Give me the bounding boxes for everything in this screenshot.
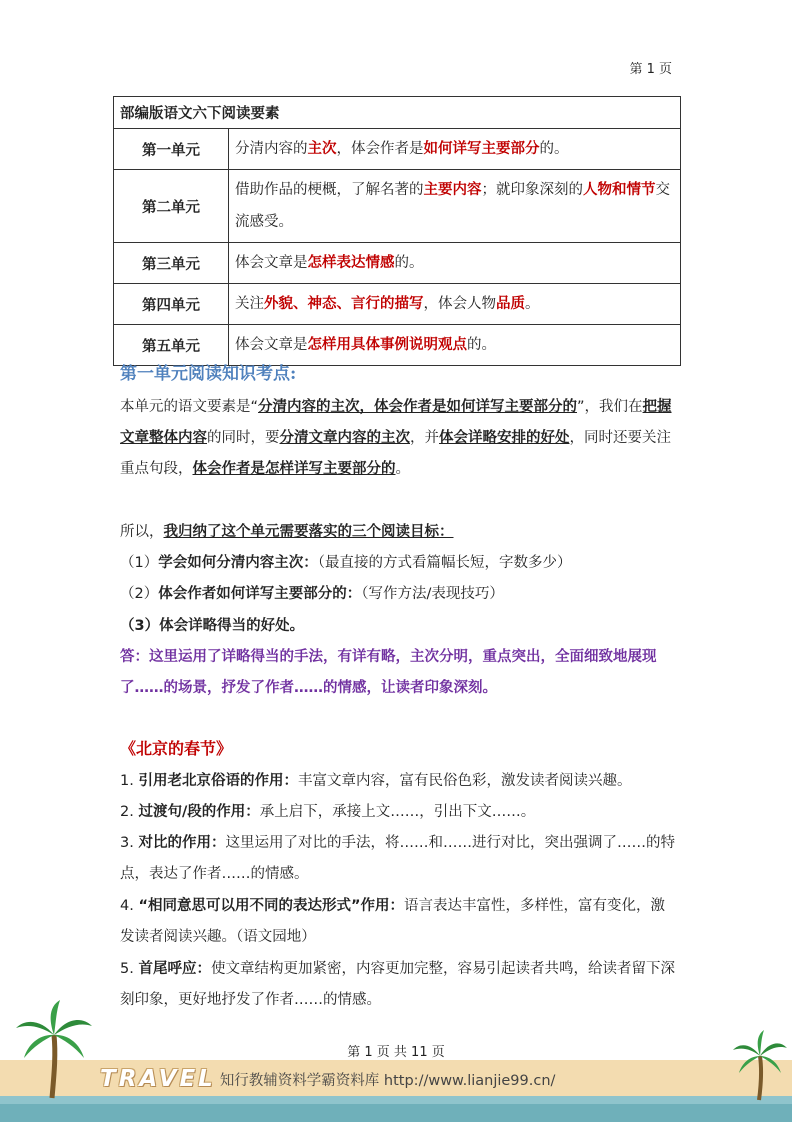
table-row: [114, 129, 681, 170]
reading-elements-table: [113, 96, 681, 366]
unit-label: 第二单元: [114, 170, 229, 243]
answer-template: 答：这里运用了详略得当的手法，有详有略，主次分明，重点突出，全面细致地展现了……的场景，抒发了作者……的情感，让读者印象深刻。: [120, 649, 657, 696]
goal-bold: （3）体会详略得当的好处。: [120, 618, 305, 634]
intro-text: ”，我们在: [577, 399, 643, 415]
desc-text: 。: [525, 296, 540, 312]
desc-text: ，体会作者是: [336, 141, 424, 157]
table-row: [114, 284, 681, 325]
desc-text: 体会文章是: [235, 255, 308, 271]
point-number: 5.: [120, 961, 139, 977]
point-text: 这里运用了对比的手法，将……和……进行对比，突出强调了……的特点，表达了作者……的情感。: [120, 835, 675, 882]
desc-highlight: 主要内容: [423, 182, 482, 198]
page-number-bottom: 第 1 页 共 11 页: [347, 1045, 445, 1060]
brand-logo: TRAVEL: [100, 1066, 216, 1092]
point-heading: 过渡句/段的作用：: [138, 804, 260, 820]
section-title: 第一单元阅读知识考点:: [120, 364, 297, 384]
intro-text: ，同时还要关注重点句段，: [120, 430, 671, 477]
desc-text: ；就印象深刻的: [481, 182, 583, 198]
unit-label: 第三单元: [114, 243, 229, 284]
intro-emphasis: 分清内容的主次，体会作者是如何详写主要部分的: [258, 399, 578, 415]
intro-emphasis: 分清文章内容的主次: [279, 430, 410, 446]
sea-decoration: [0, 1104, 792, 1122]
desc-text: 交流感受。: [235, 182, 670, 230]
goal-note: （写作方法/表现技巧）: [361, 586, 504, 602]
summary-line: [120, 517, 675, 548]
unit-description: [229, 325, 681, 366]
goal-item: [120, 611, 675, 642]
intro-text: 本单元的语文要素是“: [120, 399, 259, 415]
desc-highlight: 外貌、神态、言行的描写: [264, 296, 424, 312]
lesson-point: [120, 891, 675, 953]
desc-text: 借助作品的梗概，了解名著的: [235, 182, 424, 198]
unit-description: [229, 170, 681, 243]
desc-text: 分清内容的: [235, 141, 308, 157]
point-text: 丰富文章内容，富有民俗色彩，激发读者阅读兴趣。: [297, 773, 632, 789]
palm-tree-icon: [732, 1030, 788, 1102]
table-row: [114, 170, 681, 243]
intro-emphasis: 把握文章整体内容: [120, 399, 672, 446]
intro-text: 。: [395, 461, 410, 477]
footer-banner: [100, 1064, 555, 1094]
desc-text: 关注: [235, 296, 264, 312]
intro-emphasis: 体会详略安排的好处: [439, 430, 570, 446]
lesson-point: [120, 766, 675, 797]
point-text: 承上启下，承接上文……，引出下文……。: [259, 804, 536, 820]
goal-item: [120, 579, 675, 610]
desc-highlight: 怎样用具体事例说明观点: [307, 337, 467, 353]
table-title: 部编版语文六下阅读要素: [114, 97, 681, 129]
point-number: 2.: [120, 804, 139, 820]
intro-text: ，并: [410, 430, 439, 446]
point-number: 1.: [120, 773, 139, 789]
summary-lead: 所以，: [120, 524, 164, 540]
point-heading: “相同意思可以用不同的表达形式”作用：: [138, 898, 405, 914]
lesson-point: [120, 797, 675, 828]
lesson-point: [120, 828, 675, 890]
point-heading: 首尾呼应：: [138, 961, 211, 977]
goal-prefix: （1）: [120, 555, 159, 571]
point-heading: 引用老北京俗语的作用：: [138, 773, 298, 789]
point-number: 4.: [120, 898, 139, 914]
unit-description: [229, 243, 681, 284]
goal-prefix: （2）: [120, 586, 159, 602]
desc-highlight: 如何详写主要部分: [423, 141, 540, 157]
desc-highlight: 主次: [307, 141, 337, 157]
point-number: 3.: [120, 835, 139, 851]
intro-text: 的同时，要: [207, 430, 280, 446]
desc-text: 的。: [539, 141, 569, 157]
goal-bold: 学会如何分清内容主次：: [158, 555, 318, 571]
unit-label: 第一单元: [114, 129, 229, 170]
unit-label: 第四单元: [114, 284, 229, 325]
palm-tree-icon: [14, 1000, 94, 1100]
goal-item: [120, 548, 675, 579]
summary-emphasis: 我归纳了这个单元需要落实的三个阅读目标：: [163, 524, 454, 540]
site-link[interactable]: 知行教辅资料学霸资料库 http://www.lianjie99.cn/: [219, 1072, 556, 1089]
page-number-top: 第 1 页: [629, 62, 672, 77]
desc-text: 的。: [467, 337, 496, 353]
intro-paragraph: [120, 392, 675, 485]
point-text: 使文章结构更加紧密，内容更加完整，容易引起读者共鸣，给读者留下深刻印象，更好地抒发了作者……的情感。: [120, 961, 675, 1008]
goal-note: （最直接的方式看篇幅长短，字数多少）: [317, 555, 572, 571]
unit-description: [229, 284, 681, 325]
desc-text: 的。: [394, 255, 424, 271]
desc-highlight: 品质: [496, 296, 525, 312]
lesson-title: 《北京的春节》: [120, 739, 233, 758]
desc-highlight: 人物和情节: [583, 182, 656, 198]
unit-label: 第五单元: [114, 325, 229, 366]
point-text: 语言表达丰富性，多样性，富有变化，激发读者阅读兴趣。（语文园地）: [120, 898, 666, 945]
table-row: [114, 243, 681, 284]
desc-highlight: 怎样表达情感: [307, 255, 395, 271]
lesson-title-line: [120, 733, 675, 766]
desc-text: ，体会人物: [423, 296, 496, 312]
goal-bold: 体会作者如何详写主要部分的：: [158, 586, 362, 602]
lesson-point: [120, 954, 675, 1016]
intro-emphasis: 体会作者是怎样详写主要部分的: [192, 461, 396, 477]
desc-text: 体会文章是: [235, 337, 308, 353]
point-heading: 对比的作用：: [138, 835, 226, 851]
unit-description: [229, 129, 681, 170]
